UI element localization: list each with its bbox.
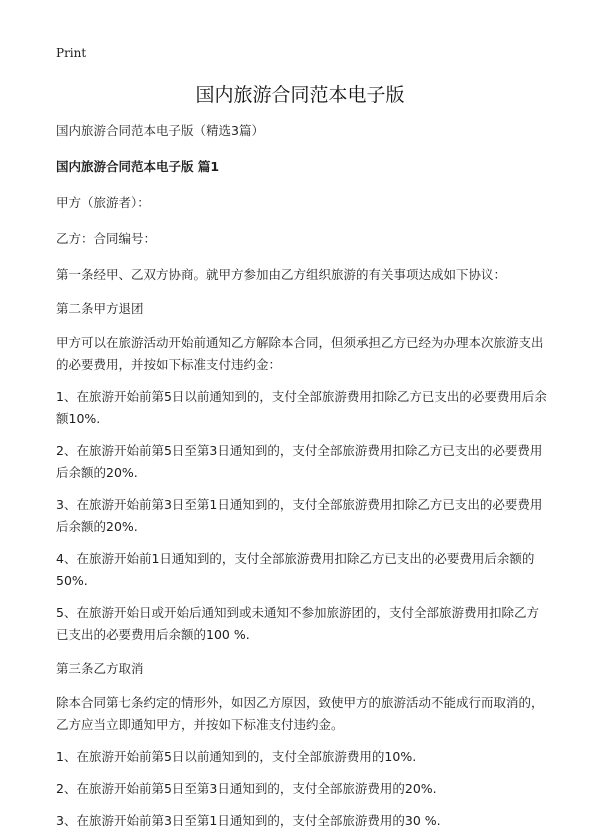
article-2-item-4: 4、在旅游开始前1日通知到的，支付全部旅游费用扣除乙方已支出的必要费用后余额的50%. xyxy=(56,551,535,588)
document-subtitle: 国内旅游合同范本电子版（精选3篇） xyxy=(56,123,264,138)
article-3-item-2: 2、在旅游开始前第5日至第3日通知到的，支付全部旅游费用的20%. xyxy=(56,781,437,796)
article-3-item-3: 3、在旅游开始前第3日至第1日通知到的，支付全部旅游费用的30 %. xyxy=(56,813,441,828)
article-2-heading: 第二条甲方退团 xyxy=(56,301,144,316)
article-3-item-1: 1、在旅游开始前第5日以前通知到的，支付全部旅游费用的10%. xyxy=(56,749,417,764)
article-2-item-3: 3、在旅游开始前第3日至第1日通知到的，支付全部旅游费用扣除乙方已支出的必要费用后余额的20%. xyxy=(56,497,543,534)
print-label: Print xyxy=(56,46,87,60)
party-b-line: 乙方：合同编号： xyxy=(56,231,157,246)
document-body xyxy=(56,120,548,832)
page-title: 国内旅游合同范本电子版 xyxy=(195,84,405,106)
article-2-item-5: 5、在旅游开始日或开始后通知到或未通知不参加旅游团的，支付全部旅游费用扣除乙方已支出的必要费用后余额的100 %. xyxy=(56,605,539,642)
section-heading: 国内旅游合同范本电子版 篇1 xyxy=(56,159,220,174)
party-a-line: 甲方（旅游者）： xyxy=(56,195,150,210)
article-3-heading: 第三条乙方取消 xyxy=(56,661,144,676)
article-3-intro: 除本合同第七条约定的情形外，如因乙方原因，致使甲方的旅游活动不能成行而取消的，乙方应当立即通知甲方，并按如下标准支付违约金。 xyxy=(56,695,544,732)
article-2-item-1: 1、在旅游开始前第5日以前通知到的，支付全部旅游费用扣除乙方已支出的必要费用后余额10%. xyxy=(56,389,547,426)
article-2-item-2: 2、在旅游开始前第5日至第3日通知到的，支付全部旅游费用扣除乙方已支出的必要费用后余额的20%. xyxy=(56,443,543,480)
article-1: 第一条经甲、乙双方协商。就甲方参加由乙方组织旅游的有关事项达成如下协议： xyxy=(56,267,507,282)
article-2-intro: 甲方可以在旅游活动开始前通知乙方解除本合同，但须承担乙方已经为办理本次旅游支出的必要费用，并按如下标准支付违约金： xyxy=(56,335,544,372)
